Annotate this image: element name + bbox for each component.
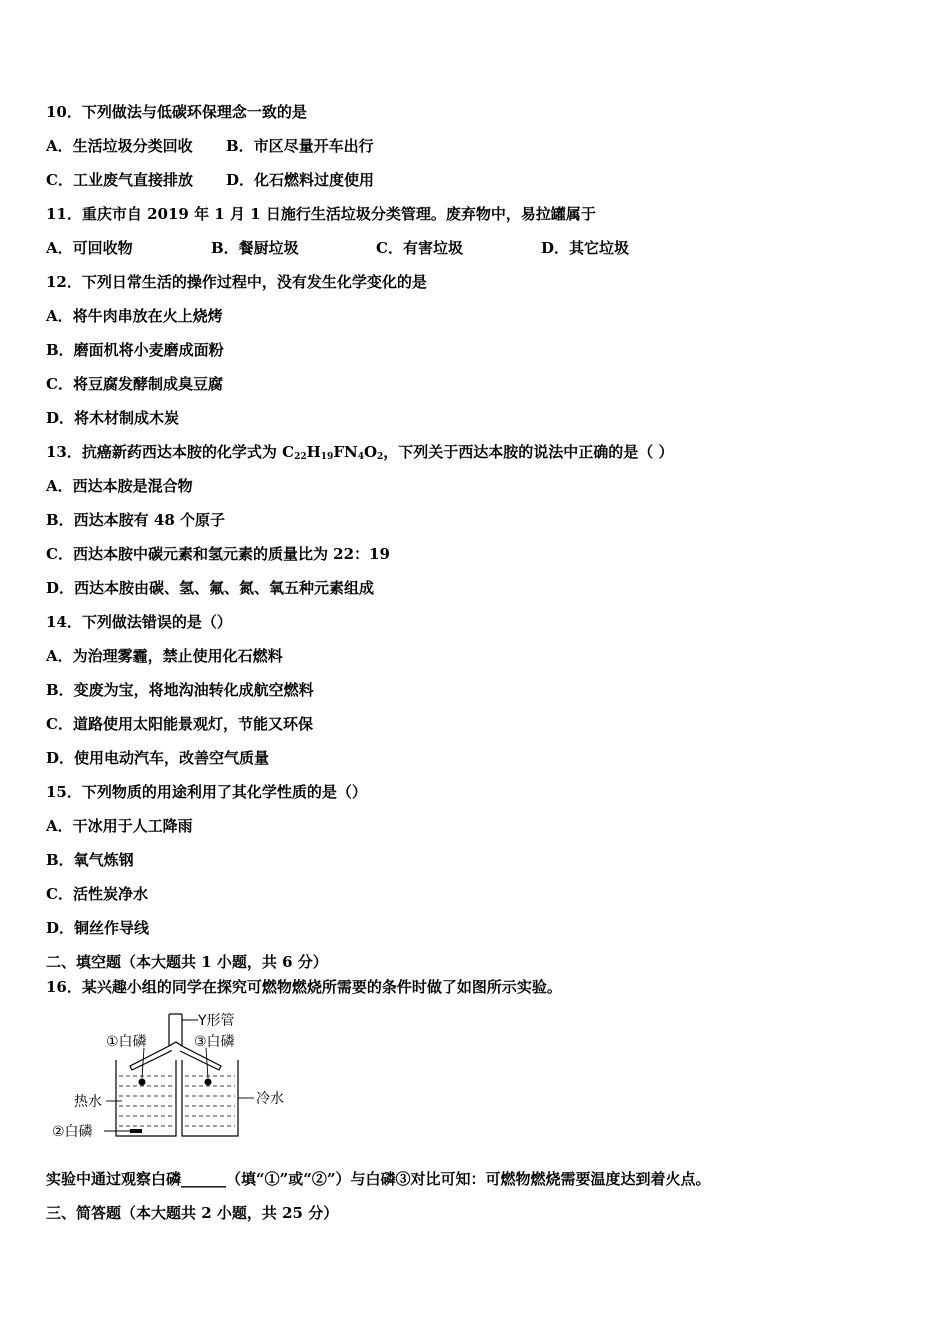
q14-option-a: A．为治理雾霾，禁止使用化石燃料 <box>46 647 283 665</box>
label-phosphorus-2: ②白磷 <box>52 1124 93 1140</box>
q14-option-d: D．使用电动汽车，改善空气质量 <box>46 749 270 767</box>
q10-option-d: D．化石燃料过度使用 <box>226 171 375 189</box>
q10-option-c: C．工业废气直接排放 <box>46 171 193 189</box>
section-3-heading: 三、简答题（本大题共 2 小题，共 25 分） <box>46 1204 339 1222</box>
q15-option-c: C．活性炭净水 <box>46 885 148 903</box>
q13-option-d: D．西达本胺由碳、氢、氟、氮、氧五种元素组成 <box>46 579 375 597</box>
q16-fill-blank: 实验中通过观察白磷______（填“①”或“②”）与白磷③对比可知：可燃物燃烧需要温度达到着火点。 <box>46 1170 711 1188</box>
q12-option-d: D．将木材制成木炭 <box>46 409 180 427</box>
label-phosphorus-3: ③白磷 <box>194 1034 235 1050</box>
q10-option-b: B．市区尽量开车出行 <box>226 137 374 155</box>
white-phosphorus-3 <box>205 1079 212 1086</box>
q15-option-a: A．干冰用于人工降雨 <box>46 817 193 835</box>
label-phosphorus-1: ①白磷 <box>106 1034 147 1050</box>
q12-option-b: B．磨面机将小麦磨成面粉 <box>46 341 224 359</box>
q11-option-a: A．可回收物 <box>46 239 133 257</box>
q14-stem: 14．下列做法错误的是（） <box>46 613 232 631</box>
q13-option-b: B．西达本胺有 48 个原子 <box>46 511 225 529</box>
q14-option-c: C．道路使用太阳能景观灯，节能又环保 <box>46 715 313 733</box>
q13-stem-suffix: ，下列关于西达本胺的说法中正确的是（ ） <box>383 443 674 461</box>
chemical-formula: $C_{22}H_{19}FN_4O_2$ <box>282 443 384 462</box>
cold-water-beaker <box>182 1060 238 1136</box>
q11-option-b: B．餐厨垃圾 <box>211 239 299 257</box>
q16-stem: 16．某兴趣小组的同学在探究可燃物燃烧所需要的条件时做了如图所示实验。 <box>46 978 562 996</box>
section-2-heading: 二、填空题（本大题共 1 小题，共 6 分） <box>46 953 328 971</box>
q15-option-b: B．氧气炼钢 <box>46 851 134 869</box>
q11-options <box>46 239 629 257</box>
q10-option-a: A．生活垃圾分类回收 <box>46 137 193 155</box>
q10-options-row2 <box>46 171 374 189</box>
q11-option-c: C．有害垃圾 <box>376 239 463 257</box>
q12-option-a: A．将牛肉串放在火上烧烤 <box>46 307 223 325</box>
label-y-tube: Y形管 <box>198 1013 235 1029</box>
experiment-diagram <box>48 1008 298 1144</box>
q13-option-a: A．西达本胺是混合物 <box>46 477 193 495</box>
q14-option-b: B．变废为宝，将地沟油转化成航空燃料 <box>46 681 314 699</box>
q15-option-d: D．铜丝作导线 <box>46 919 150 937</box>
label-cold-water: 冷水 <box>256 1091 284 1107</box>
q11-stem: 11．重庆市自 2019 年 1 月 1 日施行生活垃圾分类管理。废弃物中，易拉罐属于 <box>46 205 596 223</box>
hot-water-beaker <box>116 1060 176 1136</box>
q13-stem-prefix: 13．抗癌新药西达本胺的化学式为 <box>46 443 283 461</box>
q12-option-c: C．将豆腐发酵制成臭豆腐 <box>46 375 223 393</box>
q12-stem: 12．下列日常生活的操作过程中，没有发生化学变化的是 <box>46 273 427 291</box>
q10-options-row1 <box>46 137 374 155</box>
q11-option-d: D．其它垃圾 <box>541 239 630 257</box>
q10-stem: 10．下列做法与低碳环保理念一致的是 <box>46 103 307 121</box>
q13-option-c: C．西达本胺中碳元素和氢元素的质量比为 22：19 <box>46 545 390 563</box>
white-phosphorus-1 <box>139 1079 146 1086</box>
label-hot-water: 热水 <box>74 1094 102 1110</box>
q15-stem: 15．下列物质的用途利用了其化学性质的是（） <box>46 783 367 801</box>
q13-stem <box>46 443 674 461</box>
